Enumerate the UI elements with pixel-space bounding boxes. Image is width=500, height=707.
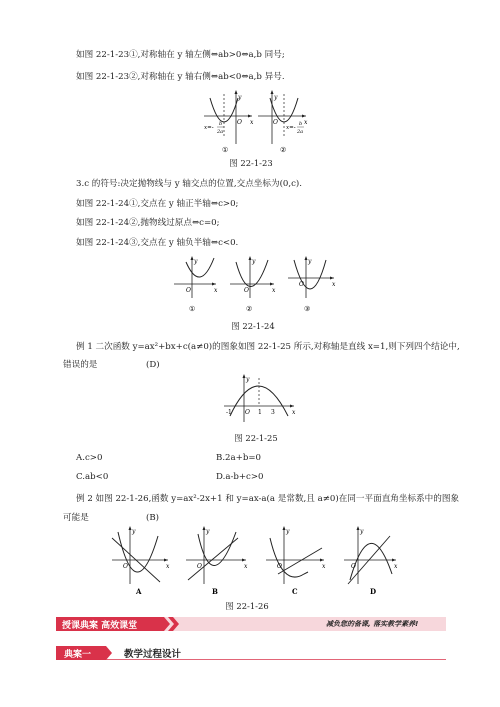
fig26-x-b: x	[244, 563, 248, 570]
fig23-label-1: ①	[222, 146, 229, 154]
fig24-y2: y	[252, 258, 256, 265]
fig23-graph-2	[258, 90, 306, 144]
fig24-o3: O	[299, 281, 304, 288]
fig26-y-d: y	[360, 528, 364, 535]
fig23-o2: O	[273, 119, 278, 126]
fig26-o-b: O	[197, 563, 202, 570]
fig24-x1: x	[214, 287, 218, 294]
example-1-answer: (D)	[146, 360, 160, 370]
fig26-o-d: O	[351, 563, 356, 570]
fig23-axis-b-2: b	[299, 121, 303, 127]
example-2-line-1: 例 2 如图 22-1-26,函数 y=ax²-2x+1 和 y=ax-a(a 是常数,且 a≠0)在同一平面直角坐标系中的图象	[76, 494, 460, 504]
fig23-o1: O	[237, 119, 242, 126]
example-2-answer: (B)	[146, 513, 160, 523]
section-title: 教学过程设计	[124, 649, 182, 660]
fig26-o-a: O	[123, 563, 128, 570]
fig26-label-c: C	[292, 587, 298, 596]
caption-22-1-25: 图 22-1-25	[234, 433, 278, 443]
banner-slogan: 减负您的备课, 落实教学素养!	[326, 620, 419, 628]
fig26-label-a: A	[136, 587, 142, 596]
fig24-o2: O	[244, 287, 249, 294]
chapter-banner	[56, 617, 446, 631]
fig23-axis-formula: x=-	[204, 125, 214, 131]
fig23-x2: x	[304, 119, 308, 126]
paragraph-6: 如图 22-1-24③,交点在 y 轴负半轴⇔c<0.	[76, 238, 239, 248]
section-header	[56, 646, 446, 660]
option-c: C.ab<0	[76, 472, 109, 482]
paragraph-2: 如图 22-1-23②,对称轴在 y 轴右侧⇔ab<0⇔a,b 异号.	[76, 72, 285, 82]
figure-22-1-26	[108, 524, 398, 596]
fig26-o-c: O	[277, 563, 282, 570]
fig24-label-3: ③	[304, 305, 311, 313]
banner-title: 授课典案 高效课堂	[62, 621, 138, 631]
caption-22-1-26: 图 22-1-26	[225, 601, 269, 611]
paragraph-5: 如图 22-1-24②,抛物线过原点⇔c=0;	[76, 218, 220, 228]
fig23-y2: y	[274, 94, 278, 101]
caption-22-1-23: 图 22-1-23	[229, 158, 273, 168]
paragraph-3: 3.c 的符号:决定抛物线与 y 轴交点的位置,交点坐标为(0,c).	[76, 179, 303, 189]
option-d: D.a-b+c>0	[216, 472, 264, 482]
example-1-line-1: 例 1 二次函数 y=ax²+bx+c(a≠0)的图象如图 22-1-25 所示,对称轴是直线 x=1,则下列四个结论中,	[76, 342, 460, 352]
fig24-x3: x	[332, 281, 336, 288]
fig25-three: 3	[271, 409, 275, 416]
fig23-axis-formula-2: x=-	[286, 125, 296, 131]
paragraph-4: 如图 22-1-24①,交点在 y 轴正半轴⇔c>0;	[76, 199, 239, 209]
example-2-line-2: 可能是	[63, 513, 89, 523]
option-a: A.c>0	[76, 453, 103, 463]
fig25-y: y	[246, 376, 250, 383]
fig24-label-2: ②	[246, 305, 253, 313]
figure-22-1-23	[200, 86, 310, 154]
section-tag-shape	[56, 646, 446, 660]
fig26-y-c: y	[286, 528, 290, 535]
fig23-x1: x	[250, 119, 254, 126]
fig26-label-d: D	[370, 587, 377, 596]
option-b: B.2a+b=0	[216, 453, 262, 463]
fig24-x2: x	[272, 287, 276, 294]
figure-22-1-25	[222, 372, 298, 426]
fig26-x-d: x	[394, 563, 398, 570]
fig24-o1: O	[186, 287, 191, 294]
figure-22-1-24	[170, 254, 340, 314]
fig24-y1: y	[194, 258, 198, 265]
fig26-graph-a	[112, 526, 168, 584]
fig26-graph-c	[266, 526, 324, 584]
fig25-o: O	[245, 409, 250, 416]
fig26-label-b: B	[212, 587, 218, 596]
fig26-x-a: x	[166, 563, 170, 570]
fig26-graph-b	[186, 526, 246, 584]
fig26-x-c: x	[322, 563, 326, 570]
fig23-axis-2a: 2a	[217, 129, 224, 135]
example-1-line-2: 错误的是	[63, 360, 98, 370]
fig26-y-b: y	[206, 528, 210, 535]
fig25-one: 1	[258, 409, 262, 416]
fig24-y3: y	[308, 258, 312, 265]
fig23-graph-1	[204, 90, 252, 144]
fig26-y-a: y	[132, 528, 136, 535]
fig25-neg1: -1	[226, 409, 232, 416]
paragraph-1: 如图 22-1-23①,对称轴在 y 轴左侧⇔ab>0⇔a,b 同号;	[76, 50, 285, 60]
fig25-x: x	[292, 409, 296, 416]
caption-22-1-24: 图 22-1-24	[231, 321, 275, 331]
fig23-y1: y	[238, 94, 242, 101]
section-tag: 典案一	[64, 650, 92, 660]
fig26-graph-d	[344, 526, 396, 584]
fig23-axis-b: b	[219, 121, 223, 127]
fig23-label-2: ②	[280, 146, 287, 154]
fig23-axis-2a-2: 2a	[297, 129, 304, 135]
fig24-label-1: ①	[189, 305, 196, 313]
